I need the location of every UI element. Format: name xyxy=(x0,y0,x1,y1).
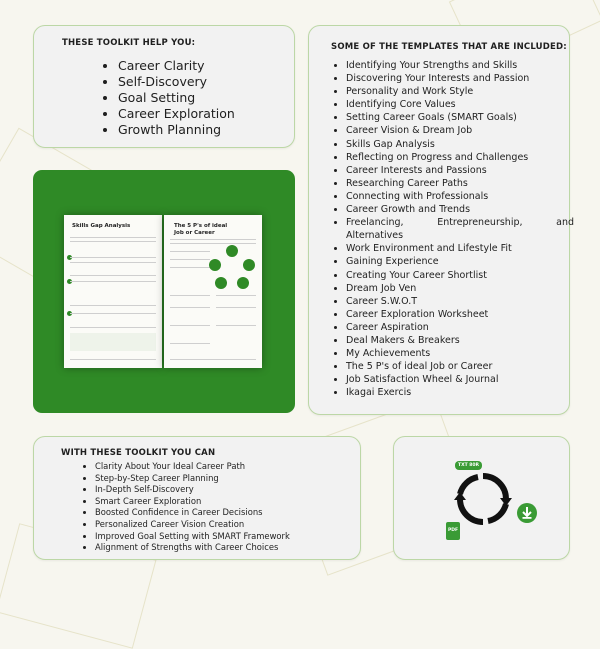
list-item: • Step-by-Step Career Planning xyxy=(95,473,290,485)
list-item: • Smart Career Exploration xyxy=(95,496,290,508)
text-line xyxy=(70,237,156,238)
list-item: • Dream Job Ven xyxy=(346,282,574,295)
toolkit-benefits-card xyxy=(33,436,361,560)
text-line xyxy=(70,313,156,314)
list-item: • Clarity About Your Ideal Career Path xyxy=(95,461,290,473)
workbook-page-right xyxy=(164,215,262,368)
list-item: • Researching Career Paths xyxy=(346,177,574,190)
list-item: • Alignment of Strengths with Career Choices xyxy=(95,542,290,554)
list-item: • Career Interests and Passions xyxy=(346,164,574,177)
list-item: • Discovering Your Interests and Passion xyxy=(346,72,574,85)
list-item: • Career Vision & Dream Job xyxy=(346,124,574,137)
list-item: • Career Exploration xyxy=(118,106,235,122)
workbook-page-left xyxy=(64,215,162,368)
list-item: • Self-Discovery xyxy=(118,74,235,90)
text-line xyxy=(70,359,156,360)
text-line xyxy=(170,267,210,268)
worksheet-box xyxy=(70,333,156,351)
text-line xyxy=(70,257,156,258)
text-line xyxy=(70,305,156,306)
list-item: • Growth Planning xyxy=(118,122,235,138)
list-item: • In-Depth Self-Discovery xyxy=(95,484,290,496)
page-title: The 5 P's of ideal Job or Career xyxy=(174,223,228,236)
download-icon xyxy=(517,503,537,523)
text-line xyxy=(170,343,210,344)
cycle-node xyxy=(243,259,255,271)
txt-badge: TXT 80R xyxy=(455,461,482,470)
text-line xyxy=(216,325,256,326)
templates-list xyxy=(336,59,574,399)
cycle-node xyxy=(215,277,227,289)
list-item: • Skills Gap Analysis xyxy=(346,138,574,151)
list-item: • Creating Your Career Shortlist xyxy=(346,269,574,282)
list-item: • Setting Career Goals (SMART Goals) xyxy=(346,111,574,124)
list-item: • Career S.W.O.T xyxy=(346,295,574,308)
templates-card xyxy=(308,25,574,415)
list-item: • Personality and Work Style xyxy=(346,85,574,98)
page-title: Skills Gap Analysis xyxy=(72,223,131,229)
list-item: • Goal Setting xyxy=(118,90,235,106)
cycle-node xyxy=(226,245,238,257)
text-line xyxy=(170,251,210,252)
toolkit-helps-list xyxy=(102,58,235,138)
pdf-label: PDF xyxy=(447,528,459,533)
text-line xyxy=(170,239,256,240)
list-item: • Career Exploration Worksheet xyxy=(346,308,574,321)
text-line xyxy=(70,241,156,242)
list-item: • Job Satisfaction Wheel & Journal xyxy=(346,373,574,386)
list-item: • Deal Makers & Breakers xyxy=(346,334,574,347)
text-line xyxy=(216,307,256,308)
list-item: • My Achievements xyxy=(346,347,574,360)
toolkit-benefits-list xyxy=(84,461,290,554)
list-item: • Gaining Experience xyxy=(346,255,574,268)
cycle-node xyxy=(209,259,221,271)
list-item: • Career Growth and Trends xyxy=(346,203,574,216)
pdf-file-icon xyxy=(446,522,460,540)
toolkit-helps-heading: THESE TOOLKIT HELP YOU: xyxy=(62,38,196,48)
list-item: • Career Clarity xyxy=(118,58,235,74)
list-item: • Identifying Your Strengths and Skills xyxy=(346,59,574,72)
list-item: • Improved Goal Setting with SMART Framework xyxy=(95,531,290,543)
workbook-preview-panel xyxy=(33,170,295,413)
text-line xyxy=(70,327,156,328)
templates-heading: SOME OF THE TEMPLATES THAT ARE INCLUDED: xyxy=(331,42,567,52)
toolkit-benefits-heading: WITH THESE TOOLKIT YOU CAN xyxy=(61,448,216,458)
text-line xyxy=(170,307,210,308)
text-line xyxy=(216,295,256,296)
toolkit-helps-card xyxy=(33,25,295,148)
list-item-continuation: Alternatives xyxy=(346,230,404,242)
list-item: • Ikagai Exercis xyxy=(346,386,574,399)
text-line xyxy=(170,359,256,360)
cycle-node xyxy=(237,277,249,289)
list-item: • Career Aspiration xyxy=(346,321,574,334)
text-line xyxy=(170,295,210,296)
refresh-cycle-icon xyxy=(453,470,513,528)
list-item: • Work Environment and Lifestyle Fit xyxy=(346,242,574,255)
text-line xyxy=(70,275,156,276)
text-line xyxy=(170,243,256,244)
text-line xyxy=(170,325,210,326)
text-line xyxy=(70,262,156,263)
list-item: • Connecting with Professionals xyxy=(346,190,574,203)
text-line xyxy=(70,281,156,282)
list-item: • Boosted Confidence in Career Decisions xyxy=(95,507,290,519)
list-item: • Identifying Core Values xyxy=(346,98,574,111)
list-item: • The 5 P's of ideal Job or Career xyxy=(346,360,574,373)
list-item: • Personalized Career Vision Creation xyxy=(95,519,290,531)
text-line xyxy=(170,259,210,260)
list-item: • Reflecting on Progress and Challenges xyxy=(346,151,574,164)
list-item: • Freelancing, Entrepreneurship, and xyxy=(346,216,574,229)
